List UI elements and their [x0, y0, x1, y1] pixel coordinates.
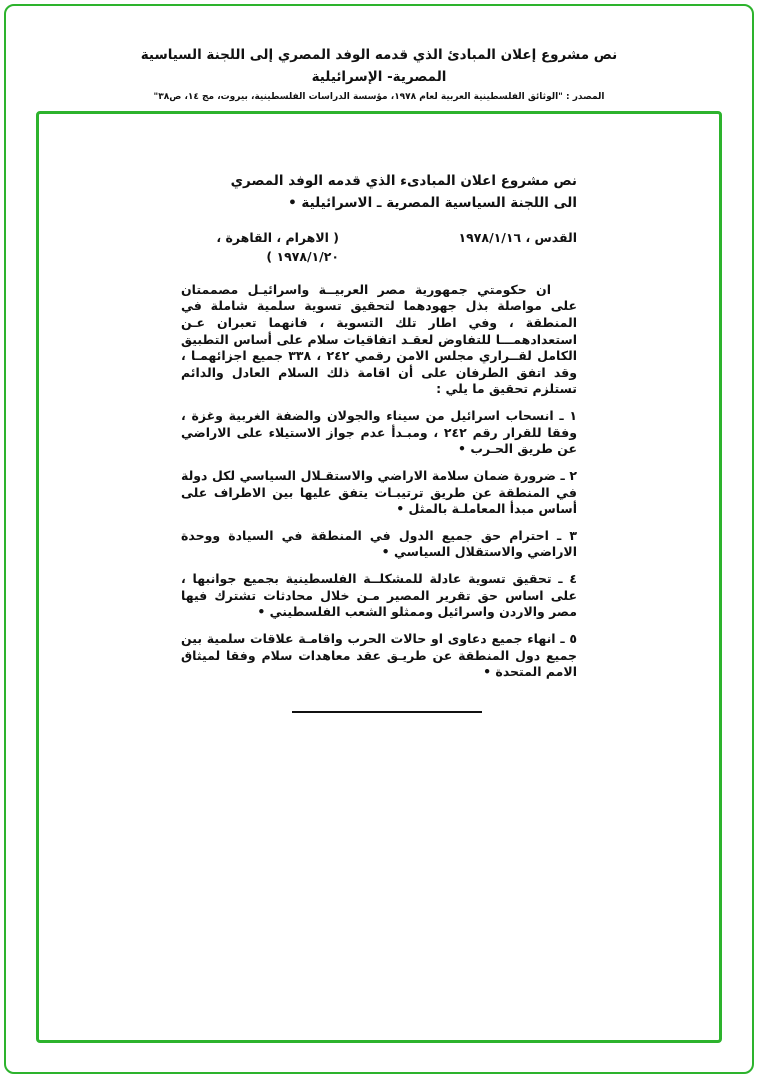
- document-title: [181, 170, 577, 216]
- document-title-line1: نص مشروع اعلان المبادىء الذي قدمه الوفد المصري: [230, 172, 577, 189]
- page-title: نص مشروع إعلان المبادئ الذي قدمه الوفد المصري إلى اللجنة السياسية المصرية- الإسرائيلية: [140, 47, 618, 86]
- document-title-line2: الى اللجنة السياسية المصرية ـ الاسرائيلية •: [288, 195, 577, 212]
- paragraph-point-5: ٥ ـ انهاء جميع دعاوى او حالات الحرب واقامـة علاقات سلمية بين جميع دول المنطقة عن طريـق عقد معاهدات سلام وفقا لميثاق الامم المتحدة •: [181, 630, 577, 680]
- separator-line: [292, 711, 482, 713]
- scanned-document-frame: [36, 111, 722, 1043]
- paragraph-preamble: ان حكومتي جمهورية مصر العربيــة واسرائيـل مصممتان على مواصلة بذل جهودهما لتحقيق تسوية سلمية شاملة في المنطقة ، وفي اطار تلك التسوية ، فانهما تعبران عـن استعدادهمـــا للتفاوض لعقـد اتفاقيات سلام على أساس التطبيق الكامل لقــراري مجلس الامن رقمي ٢٤٢ ، ٣٣٨ جميع اجزائهمـا ، وقد اتفق الطرفان على أن اقامة ذلك السلام العادل والدائم تستلزم تحقيق ما يلي :: [181, 281, 577, 397]
- paragraph-point-2: ٢ ـ ضرورة ضمان سلامة الاراضي والاستقـلال السياسي لكل دولة في المنطقة عن طريق ترتيبـات يتفق عليها بين الاطراف على أساس مبدأ المعاملـة بالمثل •: [181, 467, 577, 517]
- paragraph-point-4: ٤ ـ تحقيق تسوية عادلة للمشكلــة الفلسطينية بجميع جوانبها ، على اساس حق تقرير المصير مـن خلال محادثات تشترك فيها مصر والاردن واسرائيل وممثلو الشعب الفلسطيني •: [181, 571, 577, 620]
- paragraph-point-3: ٣ ـ احترام حق جميع الدول في المنطقة في السيادة ووحدة الاراضي والاستقلال السياسي •: [181, 527, 577, 560]
- page-header: [0, 0, 758, 102]
- source-citation: المصدر : "الوثائق الفلسطينية العربية لعام ١٩٧٨، مؤسسة الدراسات الفلسطينية، بيروت، مج ١٤، ص٣٨": [153, 91, 605, 102]
- dateline: [181, 229, 577, 265]
- scanned-document-content: [181, 170, 577, 713]
- dateline-newspaper-source: ( الاهرام ، القاهرة ، ١٩٧٨/١/٢٠ ): [216, 230, 339, 264]
- dateline-place-date: القدس ، ١٩٧٨/١/١٦: [458, 230, 577, 246]
- paragraph-point-1: ١ ـ انسحاب اسرائيل من سيناء والجولان والضفة الغربية وغزة ، وفقا للقرار رقم ٢٤٢ ، ومبـدأ عدم جواز الاستيلاء على الاراضي عن طريق الحـرب •: [181, 408, 578, 457]
- document-body: [181, 282, 577, 681]
